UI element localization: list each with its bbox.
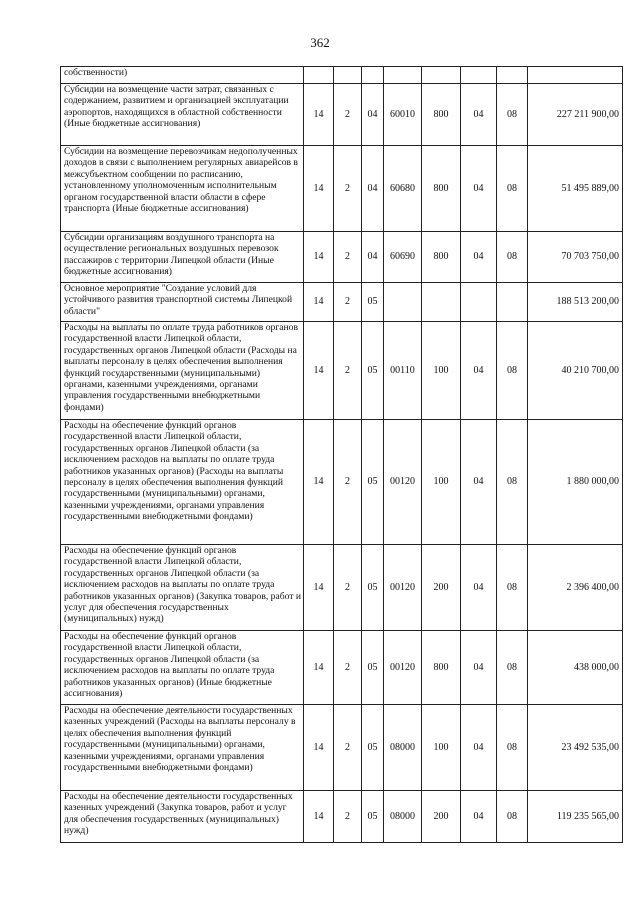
- expense-type-cell: 800: [422, 146, 461, 232]
- chapter-code-cell: 04: [461, 631, 497, 705]
- target-code-cell: 00120: [384, 545, 422, 631]
- target-code-cell: 60010: [384, 84, 422, 146]
- section-code-cell: 2: [334, 232, 362, 283]
- table-row: [61, 146, 623, 232]
- subsection-code-cell: [362, 67, 384, 84]
- chapter-code-cell: 04: [461, 84, 497, 146]
- gov-code-cell: 14: [304, 322, 334, 420]
- expense-type-cell: 800: [422, 232, 461, 283]
- target-code-cell: 60690: [384, 232, 422, 283]
- amount-cell: 40 210 700,00: [528, 322, 623, 420]
- subchapter-code-cell: 08: [497, 322, 528, 420]
- subsection-code-cell: 04: [362, 232, 384, 283]
- gov-code-cell: 14: [304, 232, 334, 283]
- subchapter-code-cell: 08: [497, 705, 528, 791]
- description-cell: Субсидии организациям воздушного транспорта на осуществление региональных воздушных перевозок пассажиров с территории Липецкой области (Иные бюджетные ассигнования): [61, 232, 304, 283]
- table-row: [61, 420, 623, 545]
- expense-type-cell: 100: [422, 705, 461, 791]
- amount-cell: 119 235 565,00: [528, 791, 623, 843]
- description-cell: Расходы на выплаты по оплате труда работников органов государственной власти Липецкой области, государственных органов Липецкой области (Расходы на выплаты персоналу в целях обеспечения выполнения функций государственными (муниципальными) органами, казенными учреждениями, органами управления государственными внебюджетными фондами): [61, 322, 304, 420]
- page-number: 362: [310, 35, 330, 50]
- section-code-cell: 2: [334, 791, 362, 843]
- subchapter-code-cell: 08: [497, 631, 528, 705]
- gov-code-cell: 14: [304, 631, 334, 705]
- subsection-code-cell: 05: [362, 705, 384, 791]
- target-code-cell: 00110: [384, 322, 422, 420]
- section-code-cell: 2: [334, 631, 362, 705]
- description-cell: Расходы на обеспечение функций органов государственной власти Липецкой области, государственных органов Липецкой области (за исключением расходов на выплаты по оплате труда работников указанных органов) (Расходы на выплаты персоналу в целях обеспечения выполнения функций государственными (муниципальными) органами, казенными учреждениями, органами управления государственными внебюджетными фондами): [61, 420, 304, 545]
- table-row: [61, 283, 623, 322]
- amount-cell: 188 513 200,00: [528, 283, 623, 322]
- expense-type-cell: [422, 67, 461, 84]
- chapter-code-cell: 04: [461, 146, 497, 232]
- chapter-code-cell: 04: [461, 232, 497, 283]
- gov-code-cell: [304, 67, 334, 84]
- target-code-cell: 60680: [384, 146, 422, 232]
- description-cell: Расходы на обеспечение деятельности государственных казенных учреждений (Закупка товаров, работ и услуг для обеспечения государственных (муниципальных) нужд): [61, 791, 304, 843]
- subsection-code-cell: 05: [362, 420, 384, 545]
- section-code-cell: 2: [334, 545, 362, 631]
- table-row: [61, 631, 623, 705]
- section-code-cell: 2: [334, 84, 362, 146]
- budget-table-body: [61, 67, 623, 843]
- subchapter-code-cell: 08: [497, 84, 528, 146]
- subsection-code-cell: 05: [362, 322, 384, 420]
- description-cell: Субсидии на возмещение части затрат, связанных с содержанием, развитием и организацией эксплуатации аэропортов, находящихся в областной собственности (Иные бюджетные ассигнования): [61, 84, 304, 146]
- chapter-code-cell: 04: [461, 705, 497, 791]
- description-cell: Основное мероприятие "Создание условий для устойчивого развития транспортной системы Липецкой области": [61, 283, 304, 322]
- subsection-code-cell: 04: [362, 84, 384, 146]
- description-cell: Расходы на обеспечение функций органов государственной власти Липецкой области, государственных органов Липецкой области (за исключением расходов на выплаты по оплате труда работников указанных органов) (Иные бюджетные ассигнования): [61, 631, 304, 705]
- description-cell: собственности): [61, 67, 304, 84]
- amount-cell: 1 880 000,00: [528, 420, 623, 545]
- amount-cell: 23 492 535,00: [528, 705, 623, 791]
- expense-type-cell: 800: [422, 631, 461, 705]
- table-row: [61, 232, 623, 283]
- target-code-cell: [384, 283, 422, 322]
- section-code-cell: [334, 67, 362, 84]
- target-code-cell: [384, 67, 422, 84]
- target-code-cell: 00120: [384, 631, 422, 705]
- subsection-code-cell: 04: [362, 146, 384, 232]
- chapter-code-cell: [461, 67, 497, 84]
- subsection-code-cell: 05: [362, 283, 384, 322]
- table-row: [61, 705, 623, 791]
- amount-cell: 51 495 889,00: [528, 146, 623, 232]
- section-code-cell: 2: [334, 283, 362, 322]
- subsection-code-cell: 05: [362, 545, 384, 631]
- gov-code-cell: 14: [304, 791, 334, 843]
- subchapter-code-cell: 08: [497, 420, 528, 545]
- expense-type-cell: 100: [422, 322, 461, 420]
- description-cell: Расходы на обеспечение функций органов государственной власти Липецкой области, государственных органов Липецкой области (за исключением расходов на выплаты по оплате труда работников указанных органов) (Закупка товаров, работ и услуг для обеспечения государственных (муниципальных) нужд): [61, 545, 304, 631]
- description-cell: Субсидии на возмещение перевозчикам недополученных доходов в связи с выполнением регулярных авиарейсов в межсубъектном сообщении по расписанию, установленному уполномоченным исполнительным органом государственной власти области в сфере транспорта (Иные бюджетные ассигнования): [61, 146, 304, 232]
- target-code-cell: 08000: [384, 705, 422, 791]
- expense-type-cell: [422, 283, 461, 322]
- amount-cell: 70 703 750,00: [528, 232, 623, 283]
- amount-cell: [528, 67, 623, 84]
- table-row: [61, 67, 623, 84]
- expense-type-cell: 100: [422, 420, 461, 545]
- table-row: [61, 791, 623, 843]
- subsection-code-cell: 05: [362, 791, 384, 843]
- chapter-code-cell: 04: [461, 545, 497, 631]
- subchapter-code-cell: 08: [497, 791, 528, 843]
- subsection-code-cell: 05: [362, 631, 384, 705]
- amount-cell: 2 396 400,00: [528, 545, 623, 631]
- table-row: [61, 545, 623, 631]
- gov-code-cell: 14: [304, 545, 334, 631]
- section-code-cell: 2: [334, 705, 362, 791]
- budget-table: [60, 66, 623, 843]
- gov-code-cell: 14: [304, 705, 334, 791]
- chapter-code-cell: 04: [461, 322, 497, 420]
- section-code-cell: 2: [334, 322, 362, 420]
- gov-code-cell: 14: [304, 84, 334, 146]
- chapter-code-cell: 04: [461, 791, 497, 843]
- description-cell: Расходы на обеспечение деятельности государственных казенных учреждений (Расходы на выплаты персоналу в целях обеспечения выполнения функций государственными (муниципальными) органами, казенными учреждениями, органами управления государственными внебюджетными фондами): [61, 705, 304, 791]
- gov-code-cell: 14: [304, 283, 334, 322]
- section-code-cell: 2: [334, 146, 362, 232]
- subchapter-code-cell: [497, 67, 528, 84]
- chapter-code-cell: [461, 283, 497, 322]
- amount-cell: 227 211 900,00: [528, 84, 623, 146]
- table-row: [61, 84, 623, 146]
- subchapter-code-cell: 08: [497, 146, 528, 232]
- expense-type-cell: 200: [422, 791, 461, 843]
- section-code-cell: 2: [334, 420, 362, 545]
- expense-type-cell: 200: [422, 545, 461, 631]
- target-code-cell: 08000: [384, 791, 422, 843]
- expense-type-cell: 800: [422, 84, 461, 146]
- amount-cell: 438 000,00: [528, 631, 623, 705]
- table-row: [61, 322, 623, 420]
- subchapter-code-cell: 08: [497, 232, 528, 283]
- target-code-cell: 00120: [384, 420, 422, 545]
- gov-code-cell: 14: [304, 420, 334, 545]
- chapter-code-cell: 04: [461, 420, 497, 545]
- subchapter-code-cell: 08: [497, 545, 528, 631]
- subchapter-code-cell: [497, 283, 528, 322]
- gov-code-cell: 14: [304, 146, 334, 232]
